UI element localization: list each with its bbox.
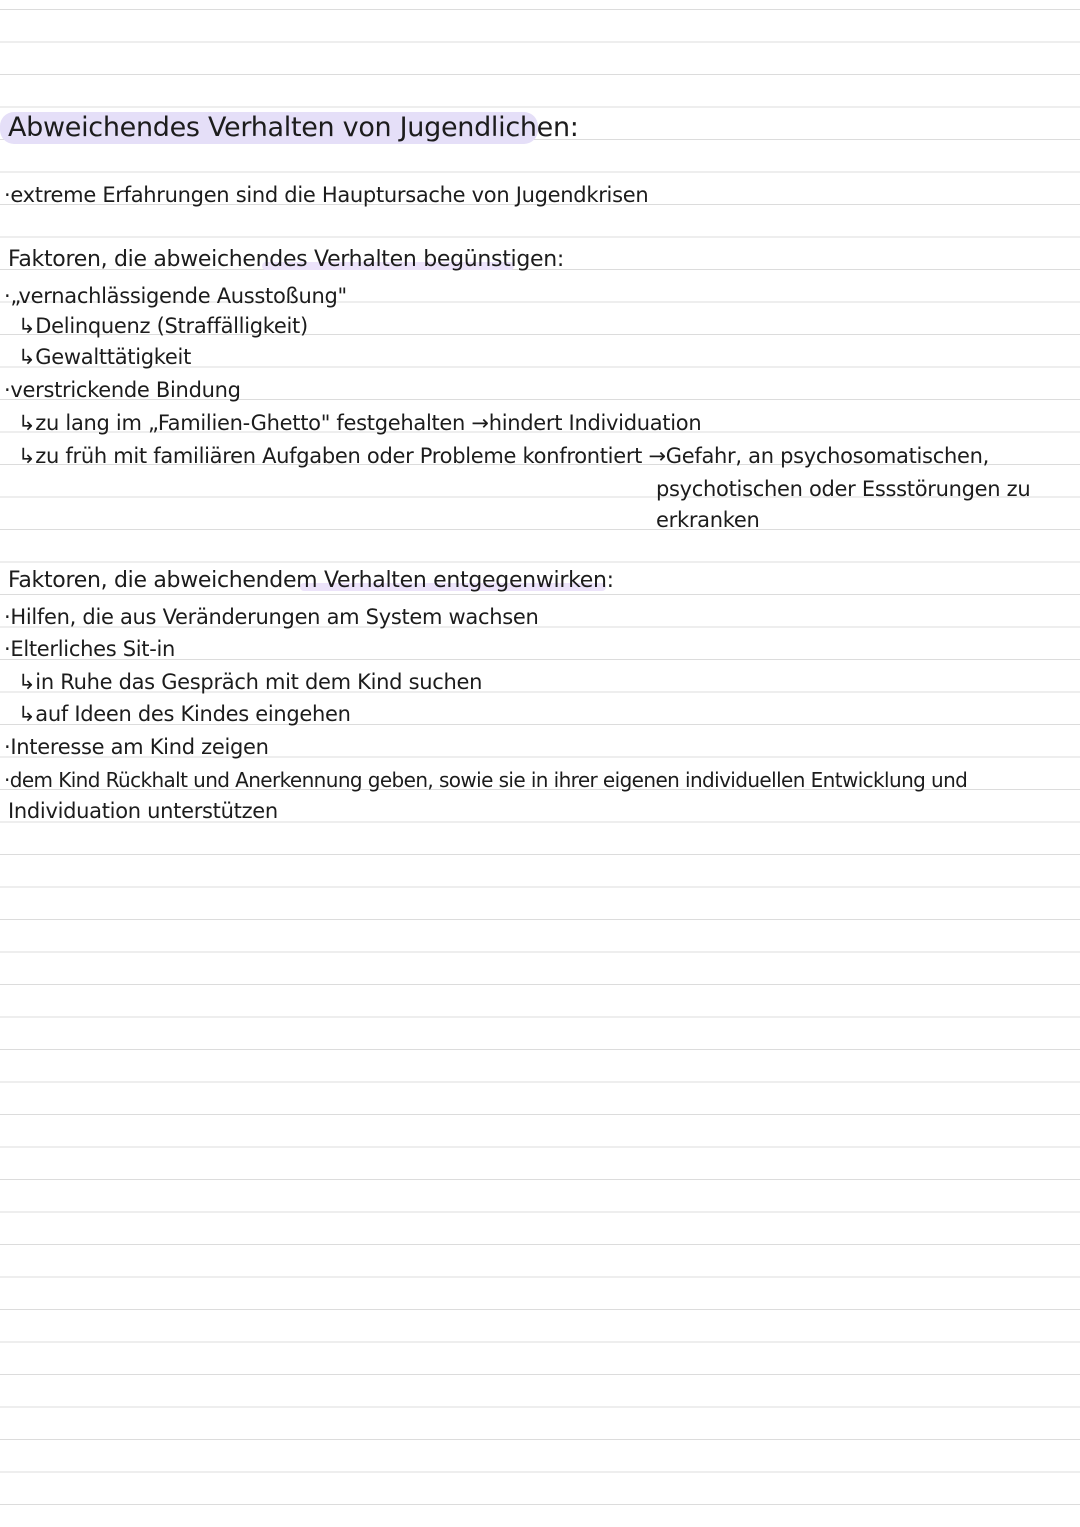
list-item: ·Hilfen, die aus Veränderungen am System wachsen	[4, 605, 539, 629]
list-item: ↳zu früh mit familiären Aufgaben oder Probleme konfrontiert →Gefahr, an psychosomatischen,	[18, 444, 989, 468]
list-item: ↳Delinquenz (Straffälligkeit)	[18, 314, 308, 338]
list-item: ·Elterliches Sit-in	[4, 637, 176, 661]
list-item: psychotischen oder Essstörungen zu	[656, 477, 1031, 501]
section-promote-heading: Faktoren, die abweichendes Verhalten begünstigen:	[8, 247, 565, 272]
page-title: Abweichendes Verhalten von Jugendlichen:	[8, 112, 579, 143]
list-item: ↳auf Ideen des Kindes eingehen	[18, 702, 351, 726]
section-counter-heading: Faktoren, die abweichendem Verhalten entgegenwirken:	[8, 568, 614, 593]
list-item: ↳Gewalttätigkeit	[18, 345, 192, 369]
list-item: Individuation unterstützen	[8, 799, 278, 823]
intro-text: ·extreme Erfahrungen sind die Hauptursache von Jugendkrisen	[4, 183, 649, 207]
list-item: ·dem Kind Rückhalt und Anerkennung geben, sowie sie in ihrer eigenen individuellen Entwicklung und	[4, 768, 968, 792]
list-item: ↳in Ruhe das Gespräch mit dem Kind suchen	[18, 670, 483, 694]
list-item: ·„vernachlässigende Ausstoßung"	[4, 284, 347, 308]
list-item: ↳zu lang im „Familien-Ghetto" festgehalten →hindert Individuation	[18, 411, 702, 435]
list-item: ·verstrickende Bindung	[4, 378, 241, 402]
list-item: erkranken	[656, 508, 760, 532]
list-item: ·Interesse am Kind zeigen	[4, 735, 269, 759]
